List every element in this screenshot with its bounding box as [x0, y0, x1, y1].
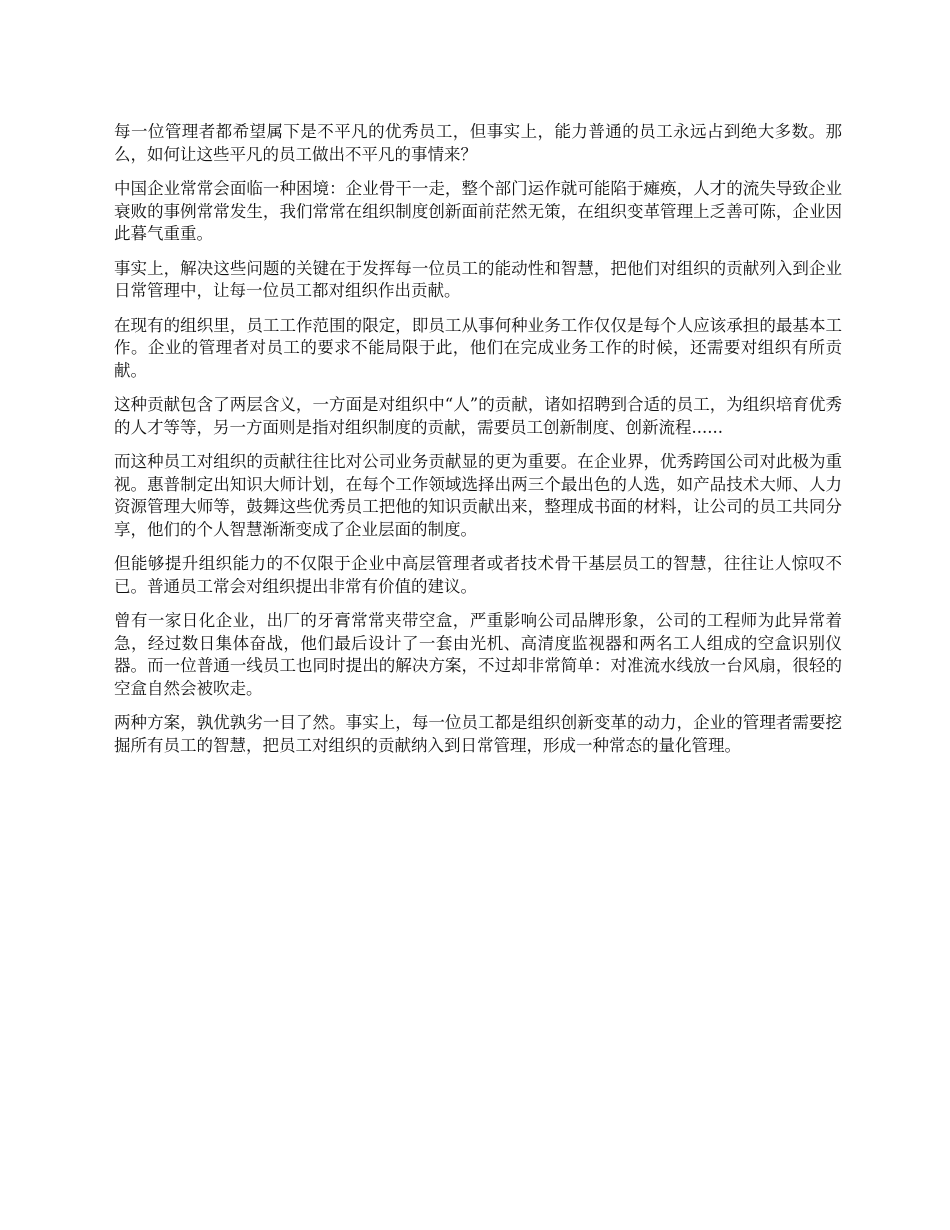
paragraph-3: 事实上，解决这些问题的关键在于发挥每一位员工的能动性和智慧，把他们对组织的贡献列入到企业日常管理中，让每一位员工都对组织作出贡献。: [114, 258, 842, 300]
paragraph-2: 中国企业常常会面临一种困境：企业骨干一走，整个部门运作就可能陷于瘫痪，人才的流失导致企业衰败的事例常常发生，我们常常在组织制度创新面前茫然无策，在组织变革管理上乏善可陈，企业因此暮气重重。: [114, 179, 842, 243]
paragraph-9: 两种方案，孰优孰劣一目了然。事实上，每一位员工都是组织创新变革的动力，企业的管理者需要挖掘所有员工的智慧，把员工对组织的贡献纳入到日常管理，形成一种常态的量化管理。: [114, 713, 842, 755]
paragraph-8: 曾有一家日化企业，出厂的牙膏常常夹带空盒，严重影响公司品牌形象，公司的工程师为此异常着急，经过数日集体奋战，他们最后设计了一套由光机、高清度监视器和两名工人组成的空盒识别仪器。而一位普通一线员工也同时提出的解决方案，不过却非常简单：对准流水线放一台风扇，很轻的空盒自然会被吹走。: [114, 611, 842, 698]
paragraph-1: 每一位管理者都希望属下是不平凡的优秀员工，但事实上，能力普通的员工永远占到绝大多数。那么，如何让这些平凡的员工做出不平凡的事情来？: [114, 122, 842, 164]
paragraph-4: 在现有的组织里，员工工作范围的限定，即员工从事何种业务工作仅仅是每个人应该承担的最基本工作。企业的管理者对员工的要求不能局限于此，他们在完成业务工作的时候，还需要对组织有所贡献。: [114, 315, 842, 380]
document-body: [114, 121, 842, 769]
paragraph-5: 这种贡献包含了两层含义，一方面是对组织中“人”的贡献，诸如招聘到合适的员工，为组织培育优秀的人才等等，另一方面则是指对组织制度的贡献，需要员工创新制度、创新流程......: [114, 395, 842, 437]
paragraph-7: 但能够提升组织能力的不仅限于企业中高层管理者或者技术骨干基层员工的智慧，往往让人惊叹不已。普通员工常会对组织提出非常有价值的建议。: [114, 554, 842, 596]
paragraph-6: 而这种员工对组织的贡献往往比对公司业务贡献显的更为重要。在企业界，优秀跨国公司对此极为重视。惠普制定出知识大师计划，在每个工作领域选择出两三个最出色的人选，如产品技术大师、人力资源管理大师等，鼓舞这些优秀员工把他的知识贡献出来，整理成书面的材料，让公司的员工共同分享，他们的个人智慧渐渐变成了企业层面的制度。: [114, 452, 842, 539]
